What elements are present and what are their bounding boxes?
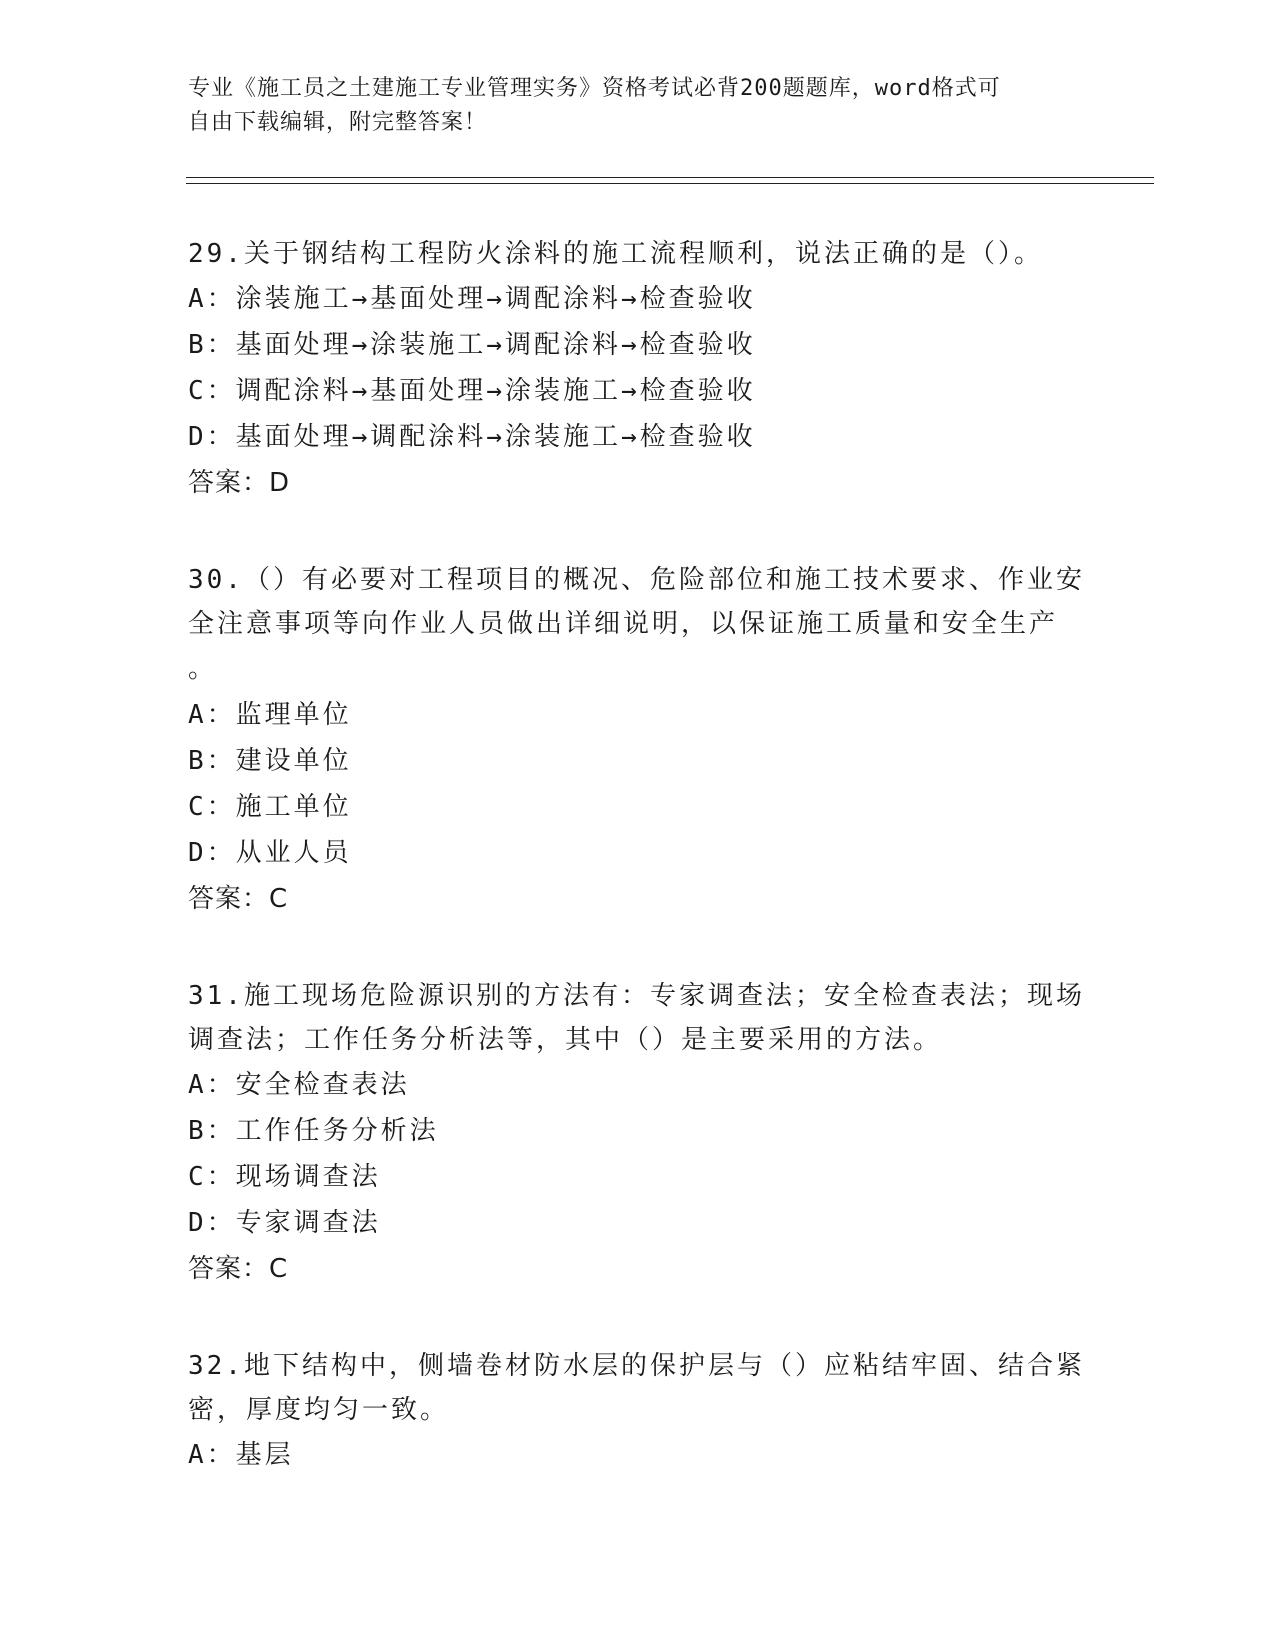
question-stem: 31.施工现场危险源识别的方法有：专家调查法；安全检查表法；现场调查法；工作任务分析法等，其中（）是主要采用的方法。 xyxy=(188,981,1085,1055)
option-a: A：安全检查表法 xyxy=(188,1070,410,1100)
option-a: A：监理单位 xyxy=(188,700,352,730)
answer: 答案：C xyxy=(188,1254,289,1284)
header-line-2: 自由下载编辑，附完整答案！ xyxy=(188,110,488,135)
question-stem: 29.关于钢结构工程防火涂料的施工流程顺利，说法正确的是（）。 xyxy=(188,239,1043,269)
option-a: A：基层 xyxy=(188,1440,294,1470)
option-b: B：工作任务分析法 xyxy=(188,1116,439,1146)
header-line-1: 专业《施工员之土建施工专业管理实务》资格考试必背200题题库，word格式可 xyxy=(188,76,1001,101)
option-d: D：基面处理→调配涂料→涂装施工→检查验收 xyxy=(188,422,756,452)
option-c: C：施工单位 xyxy=(188,792,352,822)
header-divider xyxy=(186,177,1154,184)
option-c: C：调配涂料→基面处理→涂装施工→检查验收 xyxy=(188,376,756,406)
option-d: D：专家调查法 xyxy=(188,1208,381,1238)
document-header xyxy=(188,72,1088,140)
question-29 xyxy=(188,232,1088,506)
question-stem-tail: 。 xyxy=(188,654,215,684)
option-b: B：建设单位 xyxy=(188,746,352,776)
question-stem: 32.地下结构中，侧墙卷材防水层的保护层与（）应粘结牢固、结合紧密，厚度均匀一致。 xyxy=(188,1351,1085,1425)
question-32 xyxy=(188,1344,1088,1478)
answer: 答案：C xyxy=(188,884,289,914)
question-30 xyxy=(188,558,1088,922)
question-list xyxy=(188,232,1088,1530)
option-a: A：涂装施工→基面处理→调配涂料→检查验收 xyxy=(188,284,756,314)
question-31 xyxy=(188,974,1088,1292)
answer: 答案：D xyxy=(188,468,291,498)
option-c: C：现场调查法 xyxy=(188,1162,381,1192)
option-b: B：基面处理→涂装施工→调配涂料→检查验收 xyxy=(188,330,756,360)
option-d: D：从业人员 xyxy=(188,838,352,868)
question-stem: 30.（）有必要对工程项目的概况、危险部位和施工技术要求、作业安全注意事项等向作业人员做出详细说明，以保证施工质量和安全生产 xyxy=(188,565,1085,639)
